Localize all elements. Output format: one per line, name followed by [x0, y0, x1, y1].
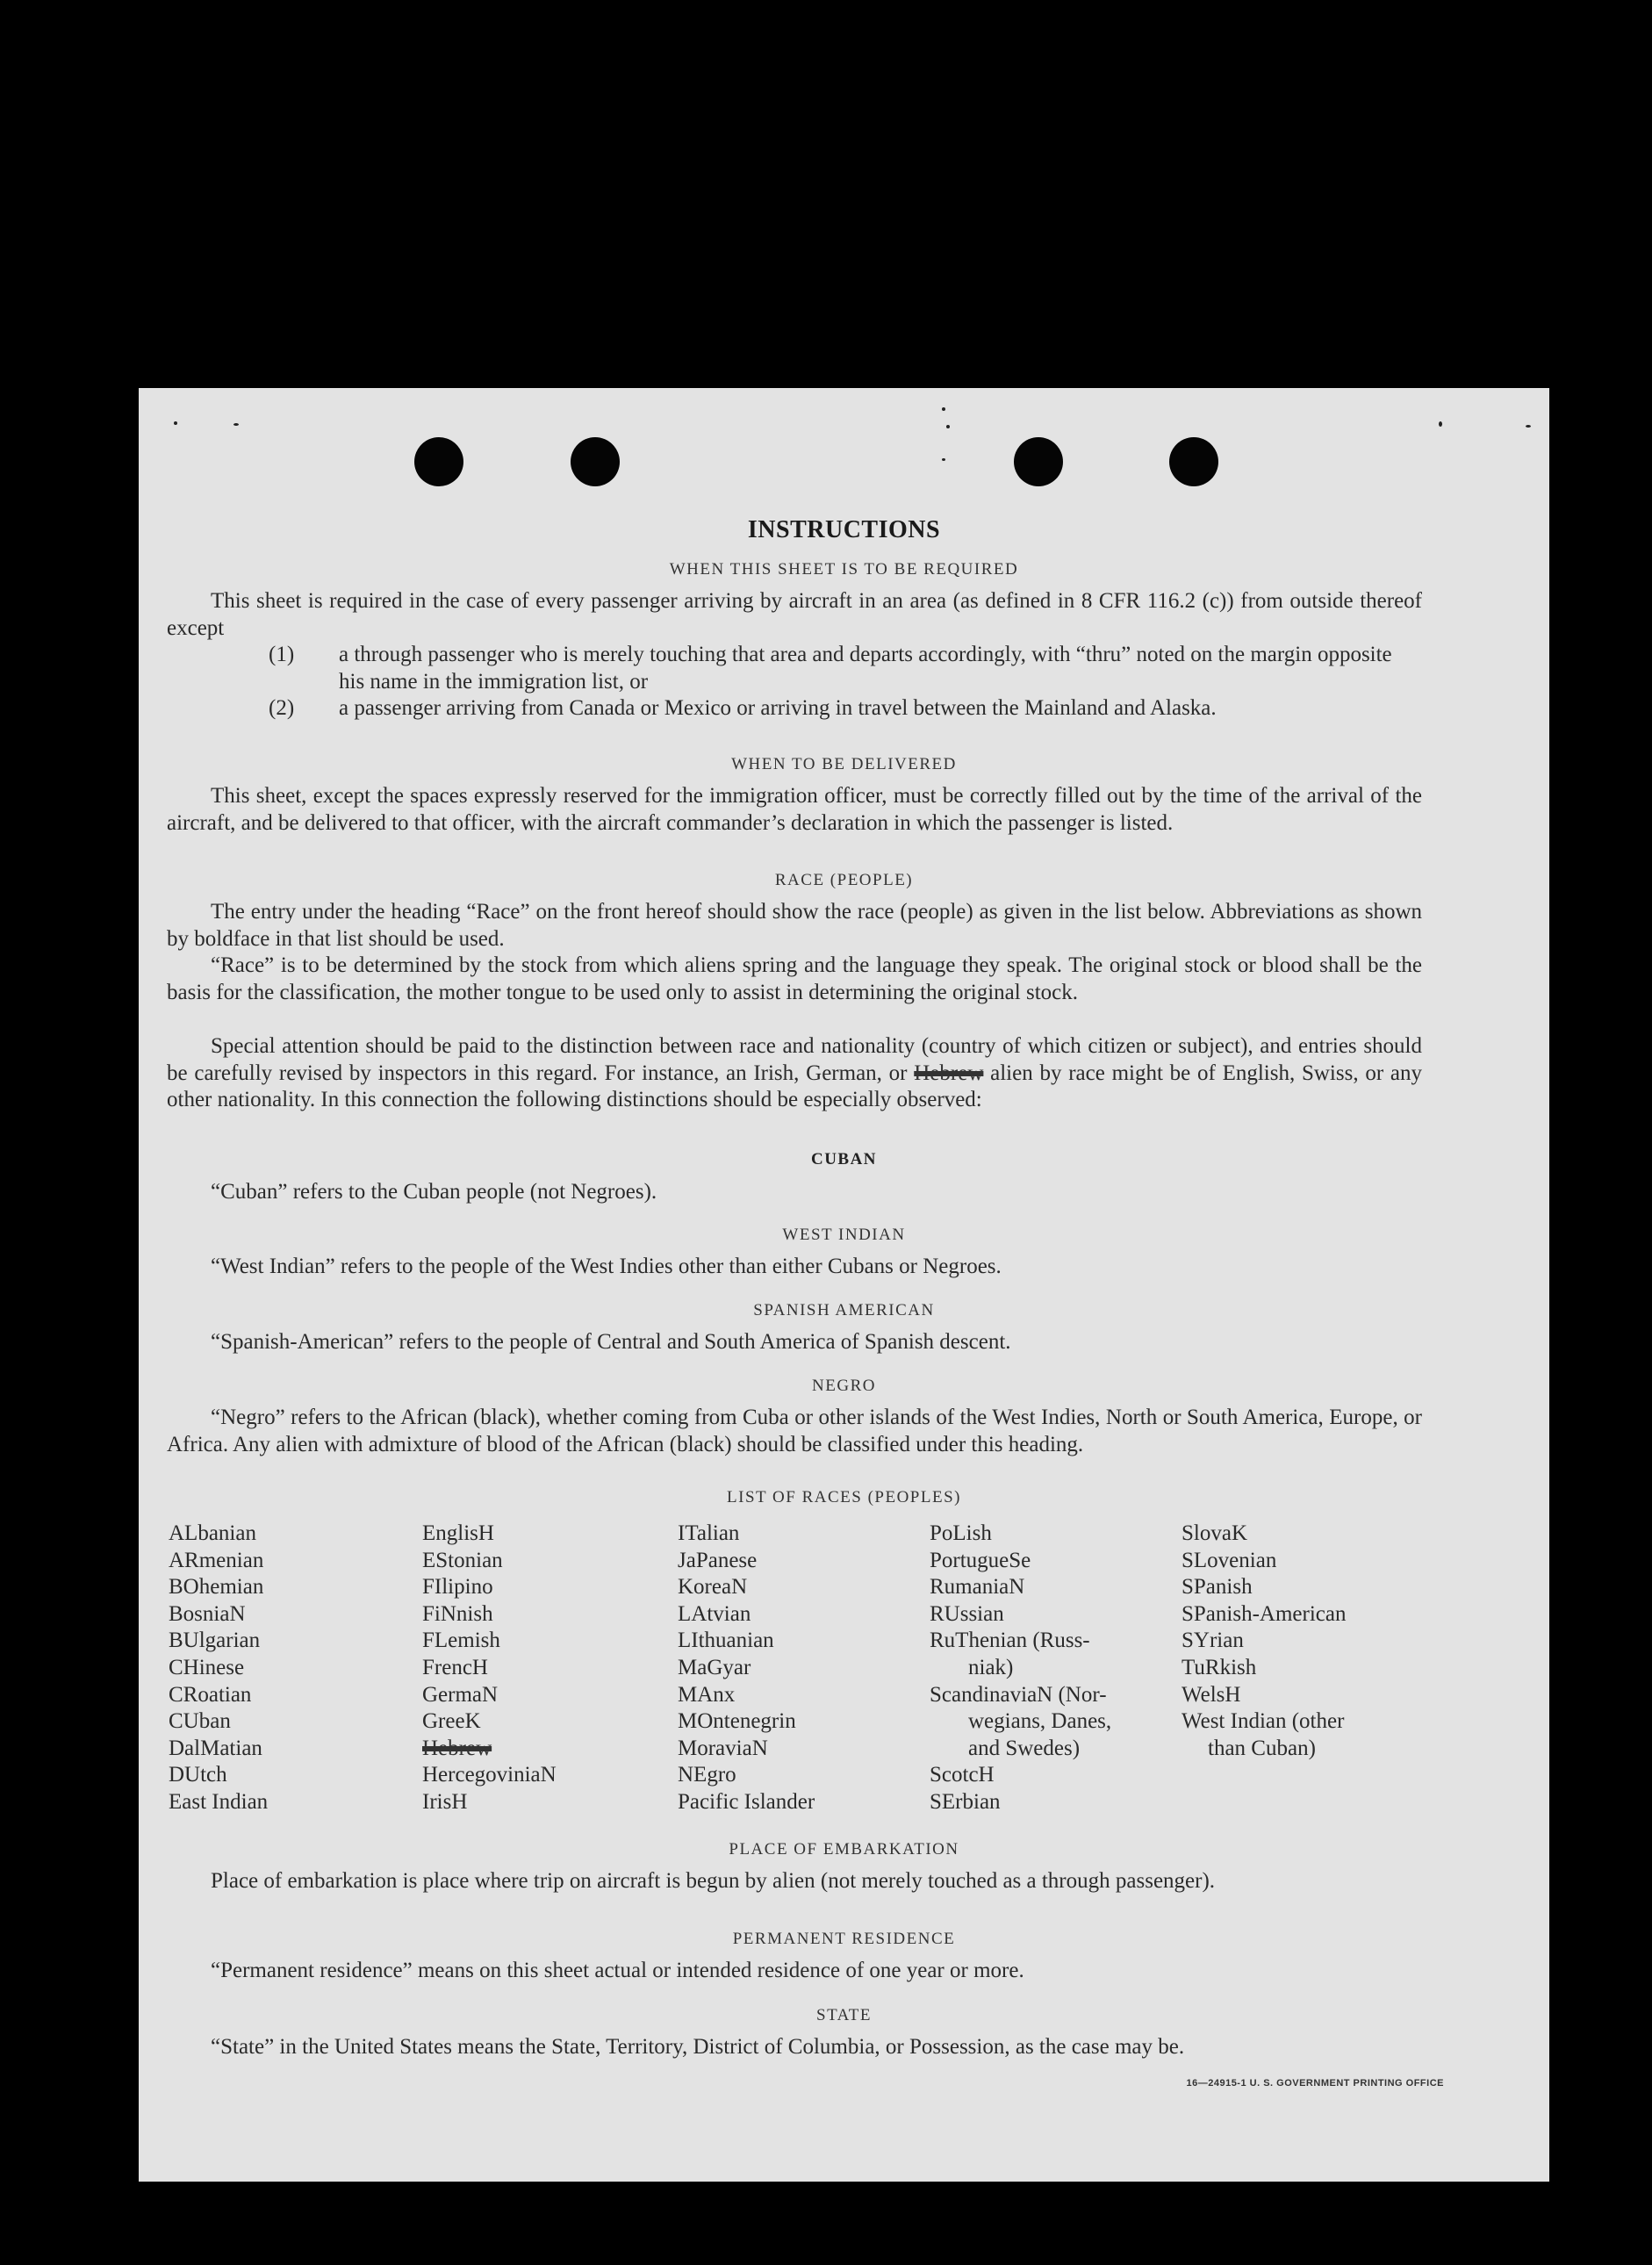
race-item: FiNnish — [422, 1601, 493, 1626]
race-item: DalMatian — [169, 1736, 262, 1760]
race-item: FLemish — [422, 1629, 500, 1653]
race-item: SPanish-American — [1182, 1601, 1347, 1626]
exception-text: a through passenger who is merely touching that area and departs accordingly, with “thru” noted on the margin opposite his name in the immigration list, or — [339, 643, 1392, 694]
race-item: RumaniaN — [930, 1575, 1025, 1600]
race-item-continued: niak) — [968, 1655, 1014, 1679]
race-item: ALbanian — [169, 1521, 256, 1545]
when-delivered-text: This sheet, except the spaces expressly reserved for the immigration officer, must be correctly filled out by the time of the arrival of the aircraft, and be delivered to that officer, with the aircraft commander’s declaration in which the passenger is listed. — [167, 784, 1422, 835]
punch-hole — [1169, 437, 1218, 486]
dust-speck — [942, 458, 945, 461]
race-item: MOntenegrin — [678, 1709, 796, 1734]
residence-text: “Permanent residence” means on this sheet actual or intended residence of one year or more. — [211, 1959, 1024, 1982]
punch-hole — [414, 437, 463, 486]
race-item-continued: and Swedes) — [968, 1736, 1081, 1760]
race-item: IrisH — [422, 1789, 468, 1814]
section-heading-list-of-races: LIST OF RACES (PEOPLES) — [727, 1488, 961, 1506]
race-item: ITalian — [678, 1521, 740, 1545]
dust-speck — [233, 423, 239, 426]
state-text: “State” in the United States means the State, Territory, District of Columbia, or Possession, as the case may be. — [211, 2035, 1185, 2059]
race-item: CUban — [169, 1709, 231, 1734]
race-item: DUtch — [169, 1763, 227, 1787]
section-heading-embarkation: PLACE OF EMBARKATION — [729, 1840, 959, 1859]
negro-text: “Negro” refers to the African (black), whether coming from Cuba or other islands of the West Indies, North or South America, Europe, or Africa. Any alien with admixture of blood of the African (black) should be classified under this heading. — [167, 1406, 1422, 1456]
struck-word: Hebrew — [422, 1736, 492, 1760]
race-item: BOhemian — [169, 1575, 264, 1600]
exception-text: a passenger arriving from Canada or Mexico or arriving in travel between the Mainland and Alaska. — [339, 696, 1217, 720]
race-item-struck — [422, 1736, 557, 1763]
dust-speck — [946, 425, 950, 428]
dust-speck — [942, 407, 945, 411]
section-heading-when-delivered: WHEN TO BE DELIVERED — [731, 755, 957, 773]
section-heading-spanish-american: SPANISH AMERICAN — [753, 1301, 935, 1319]
race-paragraph-3-start: Special attention should be paid to the distinction between race and nationality (country of which citizen or subject), and entries should be carefully revised by inspectors in this regard. For instance, an Irish, German, or — [167, 1034, 1422, 1085]
races-column — [169, 1521, 268, 1816]
race-item: ARmenian — [169, 1548, 264, 1572]
exception-number: (1) — [269, 643, 295, 666]
race-paragraph-2: “Race” is to be determined by the stock from which aliens spring and the language they speak. The original stock or blood shall be the basis for the classification, the mother tongue to be used only to assist in determining the original stock. — [167, 953, 1422, 1004]
race-item: ScotcH — [930, 1763, 995, 1787]
punch-hole — [1014, 437, 1063, 486]
race-item: RuThenian (Russ- — [930, 1629, 1090, 1653]
race-item: PortugueSe — [930, 1548, 1031, 1572]
race-paragraph-3 — [167, 1033, 1422, 1114]
races-column — [930, 1521, 1111, 1816]
section-heading-when-required: WHEN THIS SHEET IS TO BE REQUIRED — [669, 560, 1019, 579]
section-heading-cuban: CUBAN — [810, 1150, 878, 1168]
race-item: LAtvian — [678, 1601, 751, 1626]
when-required-text: This sheet is required in the case of every passenger arriving by aircraft in an area (as defined in 8 CFR 116.2 (c)) from outside thereof except — [167, 589, 1422, 640]
race-item: SLovenian — [1182, 1548, 1277, 1572]
race-item: CHinese — [169, 1655, 245, 1679]
race-item: HercegoviniaN — [422, 1763, 557, 1787]
printer-imprint: 16—24915-1 U. S. GOVERNMENT PRINTING OFFICE — [1186, 2078, 1444, 2089]
race-item: CRoatian — [169, 1682, 252, 1707]
race-paragraph-1: The entry under the heading “Race” on the front hereof should show the race (people) as given in the list below. Abbreviations as shown by boldface in that list should be used. — [167, 900, 1422, 951]
dust-speck — [1439, 421, 1442, 427]
race-item: BUlgarian — [169, 1629, 261, 1653]
embarkation-text: Place of embarkation is place where trip on aircraft is begun by alien (not merely touched as a through passenger). — [211, 1869, 1216, 1893]
race-item: East Indian — [169, 1789, 269, 1814]
race-item: NEgro — [678, 1763, 736, 1787]
spanish-american-text: “Spanish-American” refers to the people of Central and South America of Spanish descent. — [211, 1330, 1011, 1354]
race-item: SPanish — [1182, 1575, 1253, 1600]
race-item: MaGyar — [678, 1655, 751, 1679]
races-column — [678, 1521, 815, 1816]
race-item: BosniaN — [169, 1601, 246, 1626]
instruction-sheet — [139, 388, 1549, 2182]
struck-word: Hebrew — [914, 1061, 984, 1085]
race-item-continued: than Cuban) — [1208, 1736, 1316, 1760]
race-item: KoreaN — [678, 1575, 748, 1600]
race-paragraph-3-end: alien by race might be of English, Swiss, or any other nationality. In this connection the following distinctions should be especially observed: — [167, 1061, 1422, 1111]
race-item: TuRkish — [1182, 1655, 1257, 1679]
page-title: INSTRUCTIONS — [747, 516, 941, 543]
race-item: ScandinaviaN (Nor- — [930, 1682, 1107, 1707]
race-item: MAnx — [678, 1682, 736, 1707]
cuban-text: “Cuban” refers to the Cuban people (not Negroes). — [211, 1180, 657, 1204]
races-column — [1182, 1521, 1346, 1762]
race-item: GreeK — [422, 1709, 481, 1734]
race-item: SErbian — [930, 1789, 1001, 1814]
race-item: GermaN — [422, 1682, 499, 1707]
dust-speck — [174, 421, 177, 425]
race-item: SYrian — [1182, 1629, 1244, 1653]
race-item: MoraviaN — [678, 1736, 768, 1760]
exception-number: (2) — [269, 696, 295, 720]
race-item: WelsH — [1182, 1682, 1241, 1707]
race-item: SlovaK — [1182, 1521, 1247, 1545]
race-item-continued: wegians, Danes, — [968, 1709, 1112, 1734]
race-item: JaPanese — [678, 1548, 758, 1572]
section-heading-west-indian: WEST INDIAN — [782, 1226, 906, 1244]
race-item: PoLish — [930, 1521, 992, 1545]
race-item: LIthuanian — [678, 1629, 774, 1653]
races-column — [422, 1521, 557, 1816]
west-indian-text: “West Indian” refers to the people of the West Indies other than either Cubans or Negroes. — [211, 1255, 1002, 1278]
section-heading-residence: PERMANENT RESIDENCE — [732, 1930, 956, 1948]
race-item: FrencH — [422, 1655, 488, 1679]
race-item: West Indian (other — [1182, 1709, 1345, 1734]
race-item: EStonian — [422, 1548, 503, 1572]
section-heading-negro: NEGRO — [812, 1377, 876, 1395]
dust-speck — [1526, 425, 1531, 428]
race-item: FIlipino — [422, 1575, 493, 1600]
section-heading-race: RACE (PEOPLE) — [774, 871, 914, 889]
race-item: Pacific Islander — [678, 1789, 815, 1814]
punch-hole — [571, 437, 620, 486]
race-item: EnglisH — [422, 1521, 494, 1545]
section-heading-state: STATE — [816, 2006, 872, 2024]
race-item: RUssian — [930, 1601, 1004, 1626]
